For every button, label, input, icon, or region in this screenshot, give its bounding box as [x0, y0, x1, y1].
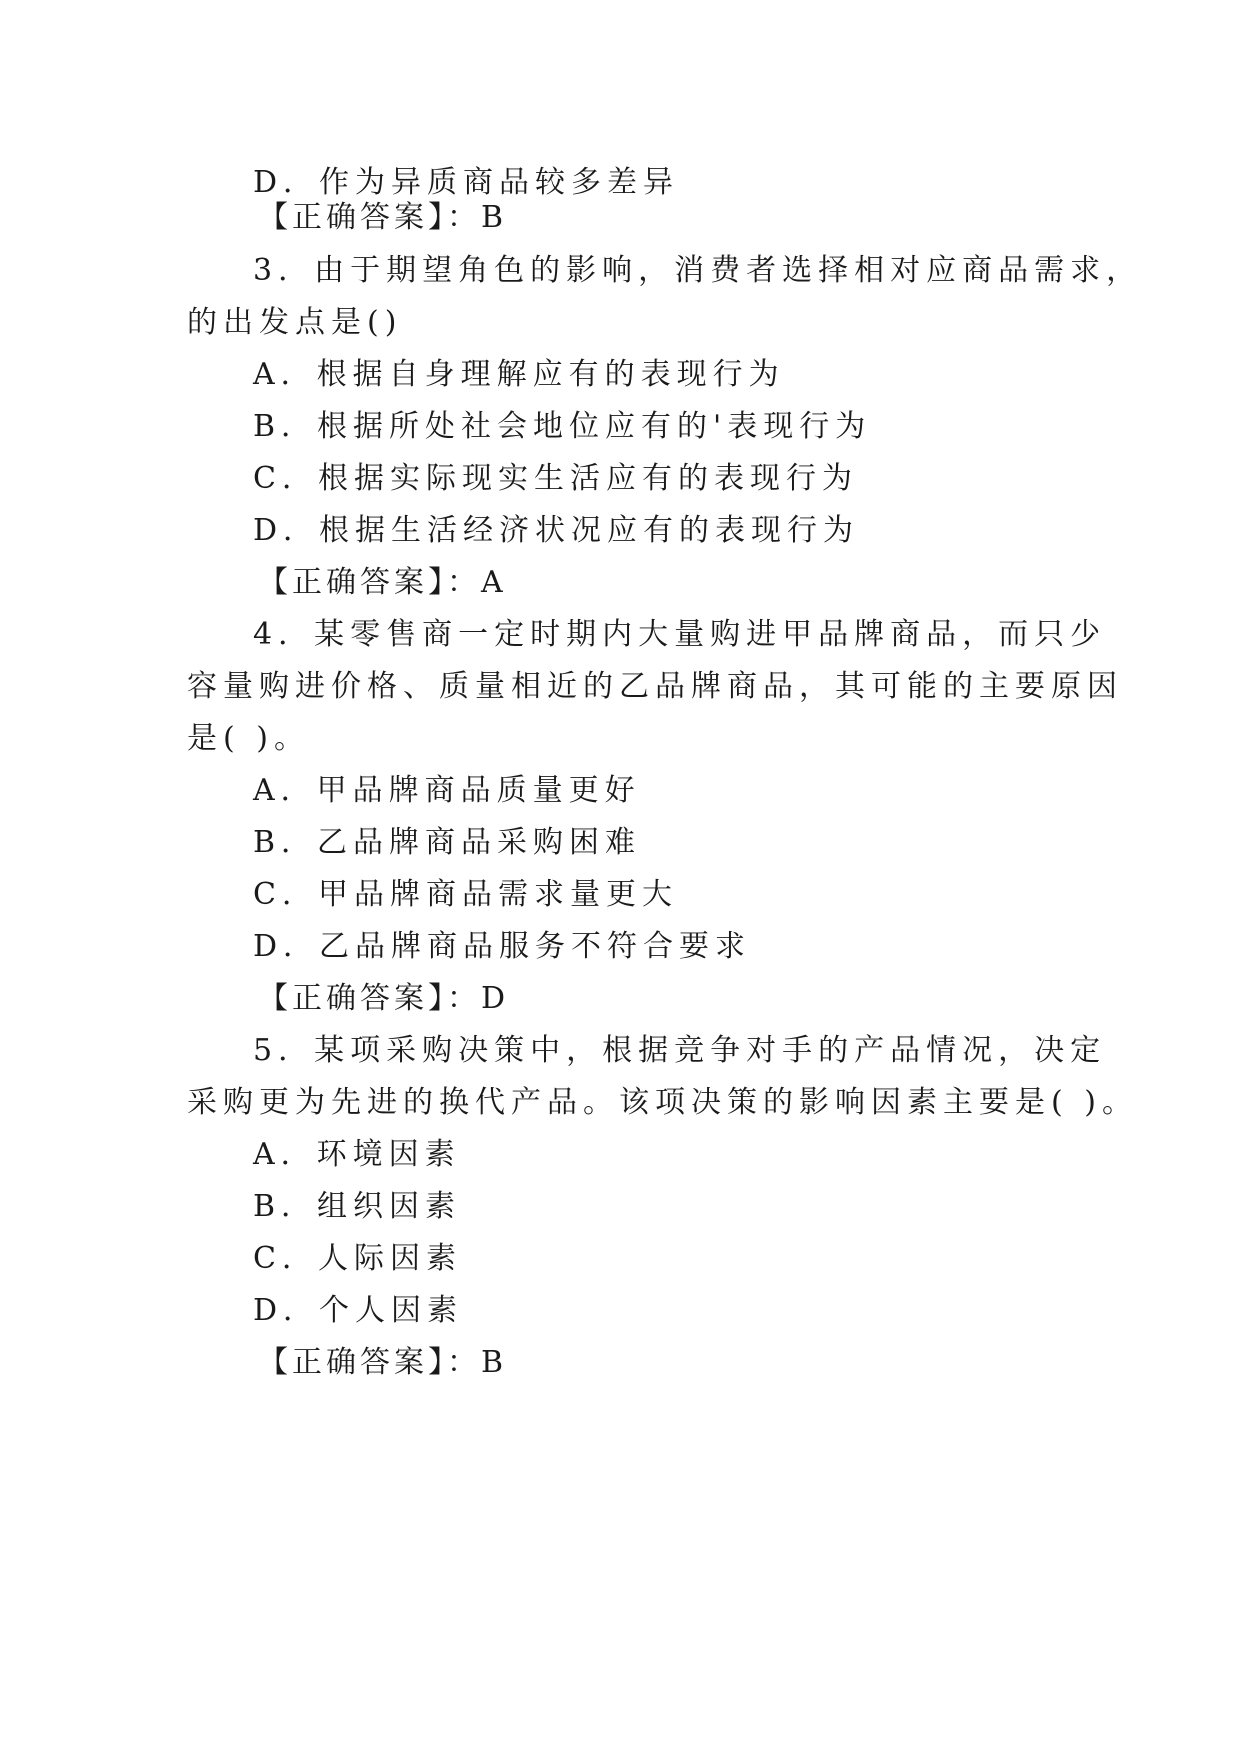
question-4-option-c: C．甲品牌商品需求量更大 [253, 877, 678, 912]
question-5-answer: 【正确答案】：B [258, 1345, 508, 1380]
question-3-option-b: B．根据所处社会地位应有的'表现行为 [253, 409, 872, 444]
prev-question-option-d: D．作为异质商品较多差异 [253, 165, 680, 200]
question-4-option-b: B．乙品牌商品采购困难 [253, 825, 642, 860]
question-4-stem-line-3: 是( )。 [187, 721, 310, 756]
question-4-stem-line-1: 4．某零售商一定时期内大量购进甲品牌商品，而只少 [253, 617, 1107, 652]
question-4-answer: 【正确答案】：D [258, 981, 510, 1016]
question-4-option-d: D．乙品牌商品服务不符合要求 [253, 929, 752, 964]
question-5-option-d: D．个人因素 [253, 1293, 464, 1328]
question-3-answer: 【正确答案】：A [258, 565, 507, 600]
question-5-option-b: B．组织因素 [253, 1189, 462, 1224]
question-4-option-a: A．甲品牌商品质量更好 [253, 773, 641, 808]
question-3-option-c: C．根据实际现实生活应有的表现行为 [253, 461, 858, 496]
question-3-stem-line-1: 3．由于期望角色的影响，消费者选择相对应商品需求， [253, 253, 1143, 288]
question-5-stem-line-1: 5．某项采购决策中，根据竞争对手的产品情况，决定 [253, 1033, 1107, 1068]
question-3-stem-line-2: 的出发点是() [187, 305, 403, 340]
question-3-option-a: A．根据自身理解应有的表现行为 [253, 357, 785, 392]
question-3-option-d: D．根据生活经济状况应有的表现行为 [253, 513, 860, 548]
question-5-option-c: C．人际因素 [253, 1241, 462, 1276]
question-5-stem-line-2: 采购更为先进的换代产品。该项决策的影响因素主要是( )。 [187, 1085, 1138, 1120]
question-4-stem-line-2: 容量购进价格、质量相近的乙品牌商品，其可能的主要原因 [187, 669, 1123, 704]
prev-question-answer: 【正确答案】：B [258, 200, 508, 235]
question-5-option-a: A．环境因素 [253, 1137, 461, 1172]
